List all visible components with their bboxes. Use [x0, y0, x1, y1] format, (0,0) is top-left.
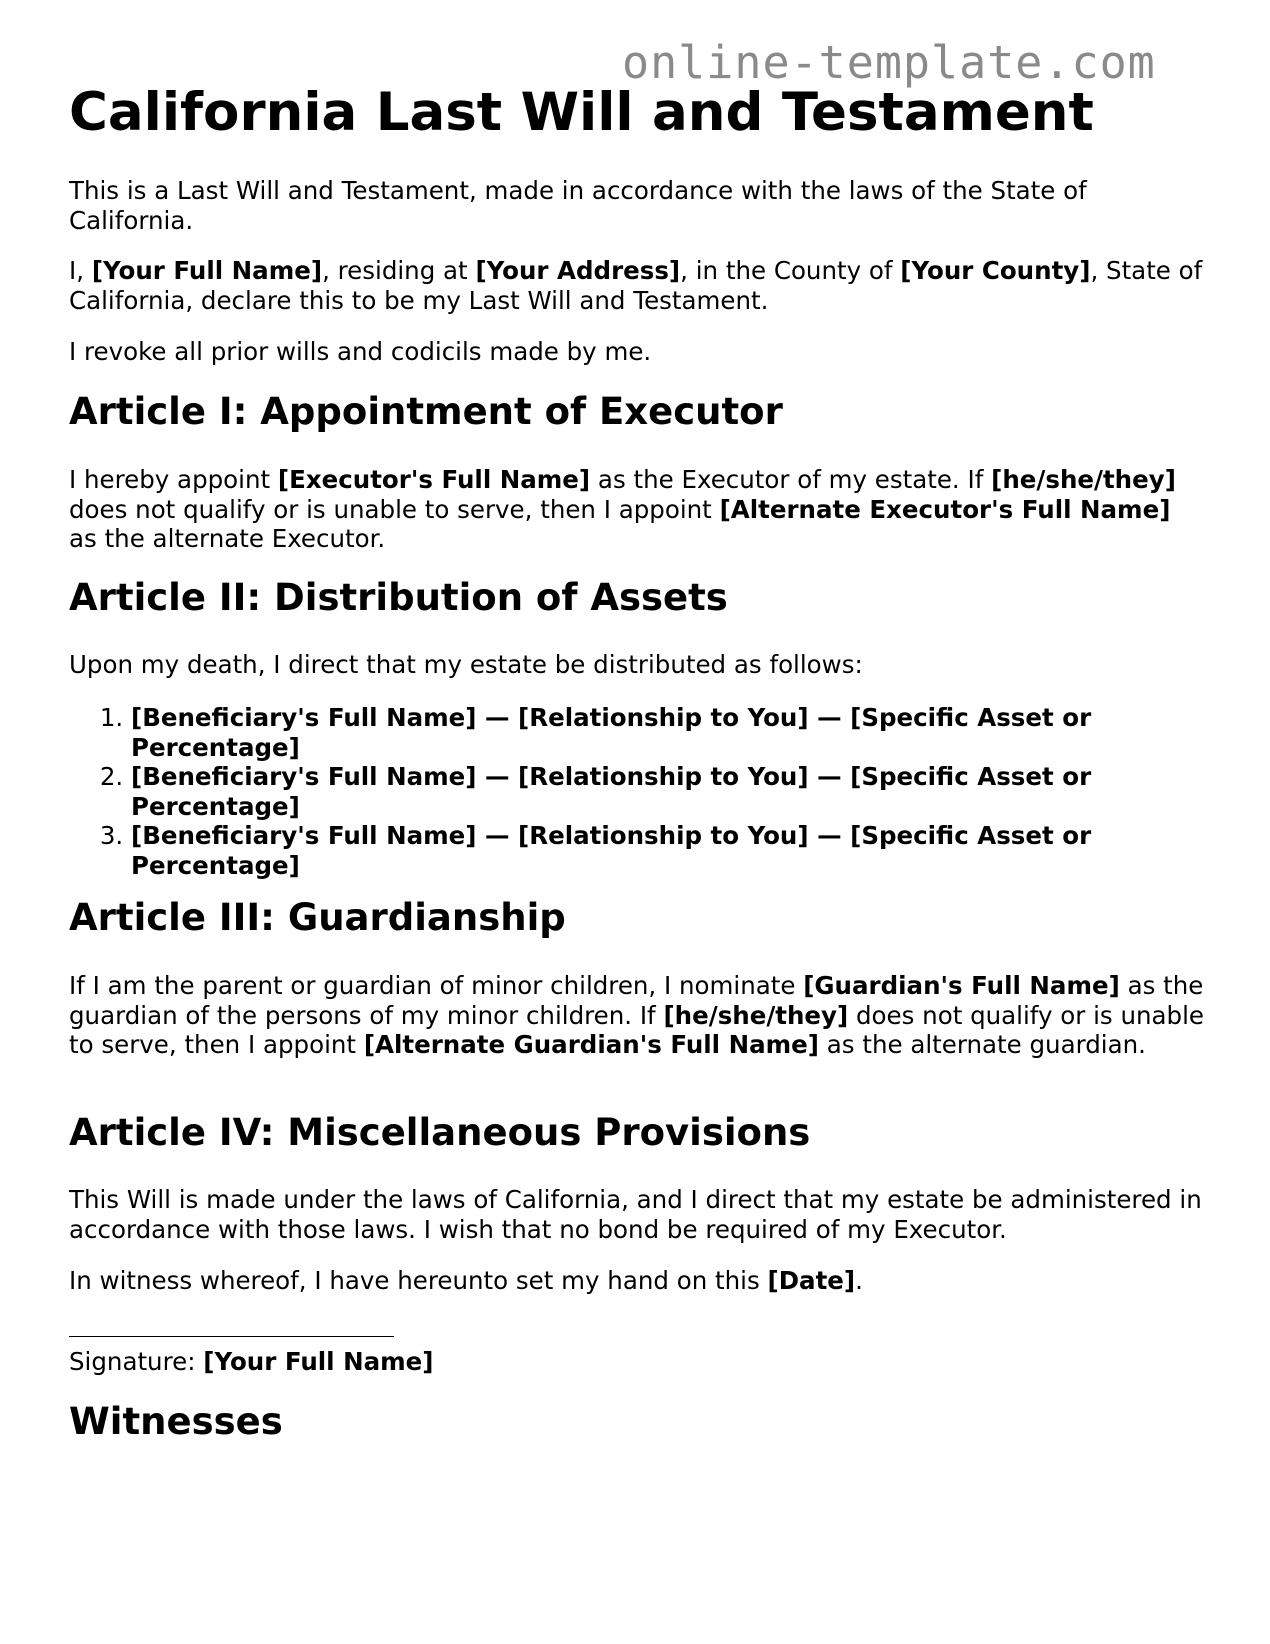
watermark: online-template.com [622, 36, 1156, 89]
field-alternate-guardian-name: [Alternate Guardian's Full Name] [363, 1030, 819, 1060]
list-item: 1. [Beneficiary's Full Name] — [Relationship to You] — [Specific Asset or Percentage] [131, 703, 1204, 762]
intro-paragraph: This is a Last Will and Testament, made in accordance with the laws of the State of California. [69, 176, 1087, 235]
article-4-paragraph: This Will is made under the laws of California, and I direct that my estate be administered in accordance with those laws. I wish that no bond be required of my Executor. [69, 1185, 1202, 1244]
article-1-paragraph: I hereby appoint [Executor's Full Name] as the Executor of my estate. If [he/she/they] does not qualify or is unable to serve, then I appoint [Alternate Executor's Full Name] as the alternate Executor. [69, 465, 1176, 554]
article-4-heading: Article IV: Miscellaneous Provisions [69, 1111, 811, 1154]
signature-line [69, 1336, 394, 1337]
field-executor-pronoun: [he/she/they] [991, 465, 1176, 494]
signature-label: Signature: [69, 1347, 204, 1376]
field-signature-name: [Your Full Name] [203, 1347, 434, 1376]
document-title: California Last Will and Testament [69, 82, 1094, 143]
field-guardian-name: [Guardian's Full Name] [803, 971, 1120, 1000]
field-executor-name: [Executor's Full Name] [277, 465, 591, 494]
field-date: [Date] [767, 1266, 856, 1295]
article-1-heading: Article I: Appointment of Executor [69, 390, 783, 433]
witnesses-heading: Witnesses [69, 1400, 283, 1443]
declaration-paragraph: I, [Your Full Name], residing at [Your Address], in the County of [Your County], State of California, declare this to be my Last Will and Testament. [69, 256, 1203, 315]
field-your-address: [Your Address] [475, 256, 681, 285]
field-guardian-pronoun: [he/she/they] [663, 1000, 849, 1030]
article-3-heading: Article III: Guardianship [69, 896, 566, 939]
field-your-county: [Your County] [900, 256, 1091, 285]
article-3-paragraph: If I am the parent or guardian of minor children, I nominate [Guardian's Full Name] as the guardian of the persons of my minor children. If [he/she/they] does not qualify or is unable to serve, then I appoint [Alternate Guardian's Full Name] as the alternate guardian. [69, 971, 1204, 1060]
field-your-full-name: [Your Full Name] [91, 256, 323, 285]
signature-block [69, 1336, 1204, 1377]
article-2-heading: Article II: Distribution of Assets [69, 576, 728, 619]
revocation-paragraph: I revoke all prior wills and codicils made by me. [69, 337, 652, 366]
list-item: 2. [Beneficiary's Full Name] — [Relationship to You] — [Specific Asset or Percentage] [131, 762, 1204, 821]
article-2-intro: Upon my death, I direct that my estate be distributed as follows: [69, 650, 863, 679]
beneficiary-list [69, 703, 1204, 881]
field-alternate-executor-name: [Alternate Executor's Full Name] [719, 494, 1171, 524]
list-item: 3. [Beneficiary's Full Name] — [Relationship to You] — [Specific Asset or Percentage] [131, 821, 1204, 880]
witness-clause: In witness whereof, I have hereunto set my hand on this [Date]. [69, 1266, 863, 1295]
